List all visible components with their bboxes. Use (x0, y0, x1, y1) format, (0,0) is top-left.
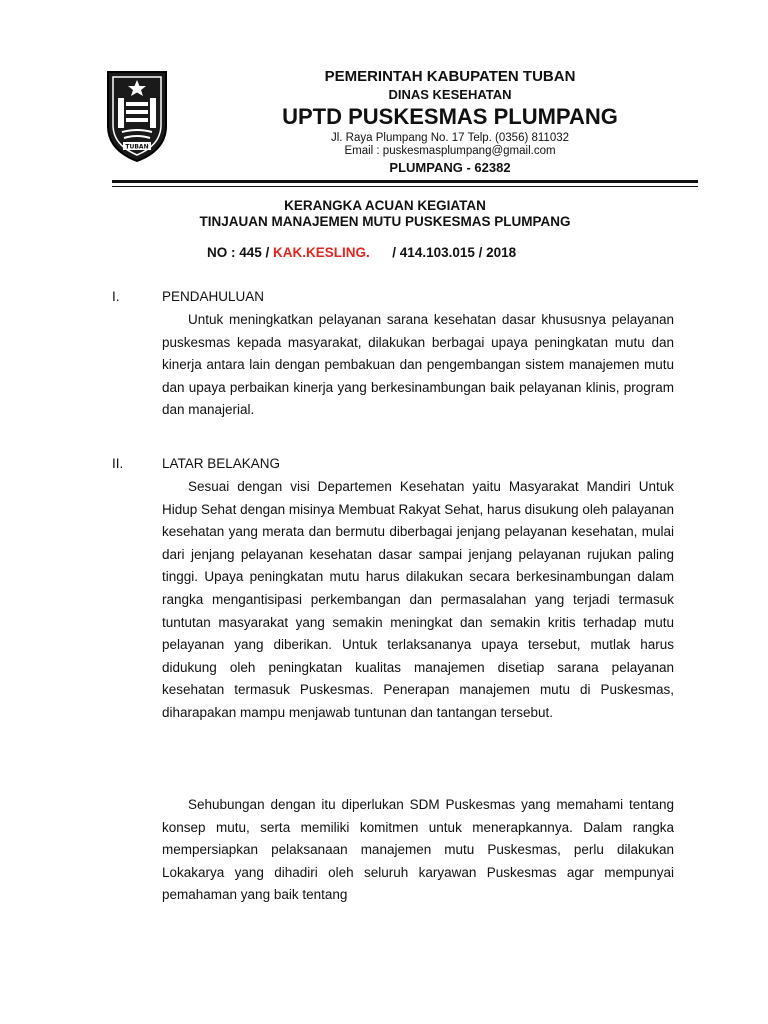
letterhead-divider-thick (112, 180, 698, 183)
number-suffix: / 414.103.015 / 2018 (369, 245, 517, 260)
section-2-paragraph-1: Sesuai dengan visi Departemen Kesehatan yaitu Masyarakat Mandiri Untuk Hidup Sehat dengan misinya Membuat Rakyat Sehat, harus disukung oleh palayanan kesehatan yang merata dan bermutu diberbagai jenjang pelayanan kesehatan, mulai dari jenjang pelayanan kesehatan dasar sampai jenjang pelayanan rujukan paling tinggi. Upaya peningkatan mutu harus dilakukan secara berkesinambungan dalam rangka mengantisipasi perkembangan dan permasalahan yang terjadi termasuk tuntutan masyarakat yang semakin meningkat dan semakin kritis terhadap mutu pelayanan yang diberikan. Untuk terlaksananya upaya tersebut, mutlak harus didukung oleh peningkatan kualitas manajemen disetiap sarana pelayanan kesehatan termasuk Puskesmas. Penerapan manajemen mutu di Puskesmas, diharapakan mampu menjawab tuntunan dan tantangan tersebut. (162, 479, 674, 720)
section-2-number: II. (112, 456, 124, 471)
letterhead-divider-thin (112, 186, 698, 187)
section-2-heading: LATAR BELAKANG (162, 456, 281, 471)
email: Email : puskesmasplumpang@gmail.com (344, 145, 556, 157)
city-postcode: PLUMPANG - 62382 (389, 160, 511, 175)
section-1-paragraph-1: Untuk meningkatkan pelayanan sarana kesehatan dasar khususnya pelayanan puskesmas kepada masyarakat, dilakukan berbagai upaya peningkatan mutu dan kinerja antara lain dengan pembakuan dan pengembangan sistem manajemen mutu dan upaya perbaikan kinerja yang berkesinambungan baik pelayanan klinis, program dan manajerial. (162, 312, 674, 418)
document-title-line1: KERANGKA ACUAN KEGIATAN (284, 198, 486, 213)
section-1-heading: PENDAHULUAN (162, 289, 265, 304)
department-name: DINAS KESEHATAN (388, 87, 512, 102)
tuban-emblem-logo (104, 68, 170, 164)
section-1-number: I. (112, 289, 120, 304)
unit-name: UPTD PUSKESMAS PLUMPANG (282, 104, 618, 129)
number-code: KAK.KESLING. (273, 245, 370, 260)
emblem-label: TUBAN (125, 143, 149, 151)
document-title-line2: TINJAUAN MANAJEMEN MUTU PUSKESMAS PLUMPANG (199, 214, 571, 229)
government-name: PEMERINTAH KABUPATEN TUBAN (324, 68, 576, 85)
document-number (207, 245, 516, 260)
section-2-paragraph-2: Sehubungan dengan itu diperlukan SDM Puskesmas yang memahami tentang konsep mutu, serta memiliki komitmen untuk menerapkannya. Dalam rangka mempersiapkan pelaksanaan manajemen mutu Puskesmas, perlu dilakukan Lokakarya yang dihadiri oleh seluruh karyawan Puskesmas agar mempunyai pemahaman yang baik tentang (162, 797, 674, 903)
address: Jl. Raya Plumpang No. 17 Telp. (0356) 811032 (330, 132, 570, 144)
letterhead (190, 68, 710, 176)
number-prefix: NO : 445 / (207, 245, 274, 260)
